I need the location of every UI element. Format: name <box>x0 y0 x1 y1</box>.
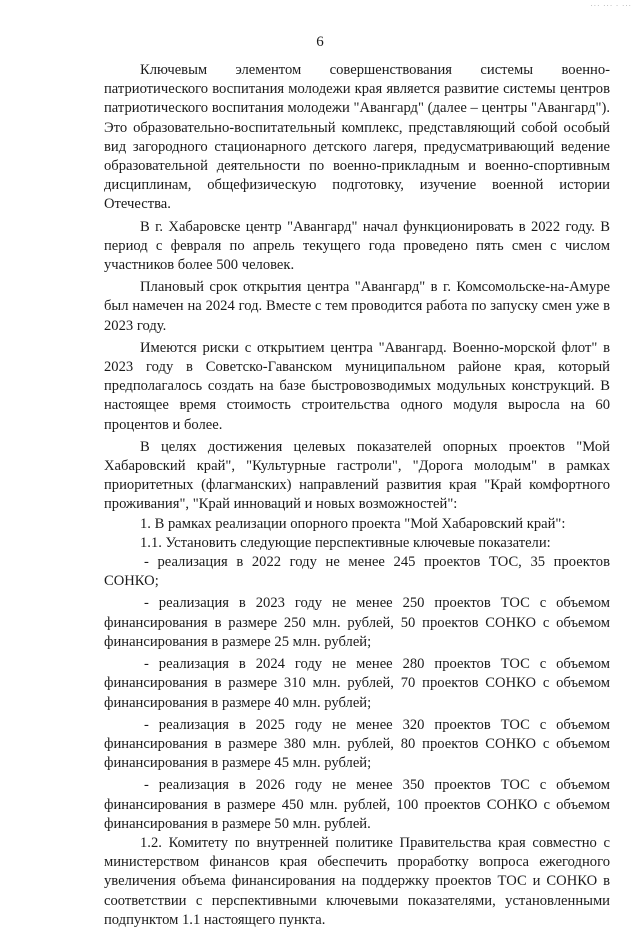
paragraph-risks: Имеются риски с открытием центра "Авангард. Военно-морской флот" в 2023 году в Советско-Гаванском муниципальном районе края, который предполагалось создать на базе быстровозводимых модульных конструкций. В настоящее время стоимость строительства одного модуля выросла на 60 процентов и более. <box>104 339 610 433</box>
scan-corner-mark: ··· ··· · ··· <box>590 2 632 10</box>
indicator-item-2022: - реализация в 2022 году не менее 245 проектов ТОС, 35 проектов СОНКО; <box>104 554 610 590</box>
paragraph-avangard-intro: Ключевым элементом совершенствования системы военно-патриотического воспитания молодежи края является развитие системы центров патриотического воспитания молодежи "Авангард" (далее – центры "Авангард"). Это образовательно-воспитательный комплекс, представляющий собой особый вид загородного стационарного детского лагеря, предусматривающий ведение образовательной деятельности по военно-прикладным и военно-спортивным дисциплинам, общефизическую подготовку, изучение военной истории Отечества. <box>104 62 610 213</box>
indicator-item-2024: - реализация в 2024 году не менее 280 проектов ТОС с объемом финансирования в размере 310 млн. рублей, 70 проектов СОНКО с объемом финансирования в размере 40 млн. рублей; <box>104 656 610 711</box>
indicator-item-2026: - реализация в 2026 году не менее 350 проектов ТОС с объемом финансирования в размере 450 млн. рублей, 100 проектов СОНКО с объемом финансирования в размере 50 млн. рублей. <box>104 777 610 832</box>
document-body <box>104 61 610 930</box>
page-number: 6 <box>316 34 324 50</box>
indicator-item-2023: - реализация в 2023 году не менее 250 проектов ТОС с объемом финансирования в размере 250 млн. рублей, 50 проектов СОНКО с объемом финансирования в размере 25 млн. рублей; <box>104 595 610 650</box>
paragraph-komsomolsk-center: Плановый срок открытия центра "Авангард" в г. Комсомольске-на-Амуре был намечен на 2024 год. Вместе с тем проводится работа по запуску смен уже в 2023 году. <box>104 279 610 334</box>
paragraph-goals: В целях достижения целевых показателей опорных проектов "Мой Хабаровский край", "Культурные гастроли", "Дорога молодым" в рамках приоритетных (флагманских) направлений развития края "Край комфортного проживания", "Край инноваций и новых возможностей": <box>104 438 610 513</box>
paragraph-point-1-2: 1.2. Комитету по внутренней политике Правительства края совместно с министерством финансов края обеспечить проработку вопроса ежегодного увеличения объема финансирования на поддержку проектов ТОС и СОНКО в соответствии с перспективными ключевыми показателями, установленными подпунктом 1.1 настоящего пункта. <box>104 834 610 928</box>
indicator-item-2025: - реализация в 2025 году не менее 320 проектов ТОС с объемом финансирования в размере 380 млн. рублей, 80 проектов СОНКО с объемом финансирования в размере 45 млн. рублей; <box>104 716 610 772</box>
paragraph-point-1-1: 1.1. Установить следующие перспективные ключевые показатели: <box>140 534 551 551</box>
paragraph-point-1: 1. В рамках реализации опорного проекта "Мой Хабаровский край": <box>140 515 566 532</box>
paragraph-khabarovsk-center: В г. Хабаровске центр "Авангард" начал функционировать в 2022 году. В период с февраля по апрель текущего года проведено пять смен с числом участников более 500 человек. <box>104 218 610 274</box>
